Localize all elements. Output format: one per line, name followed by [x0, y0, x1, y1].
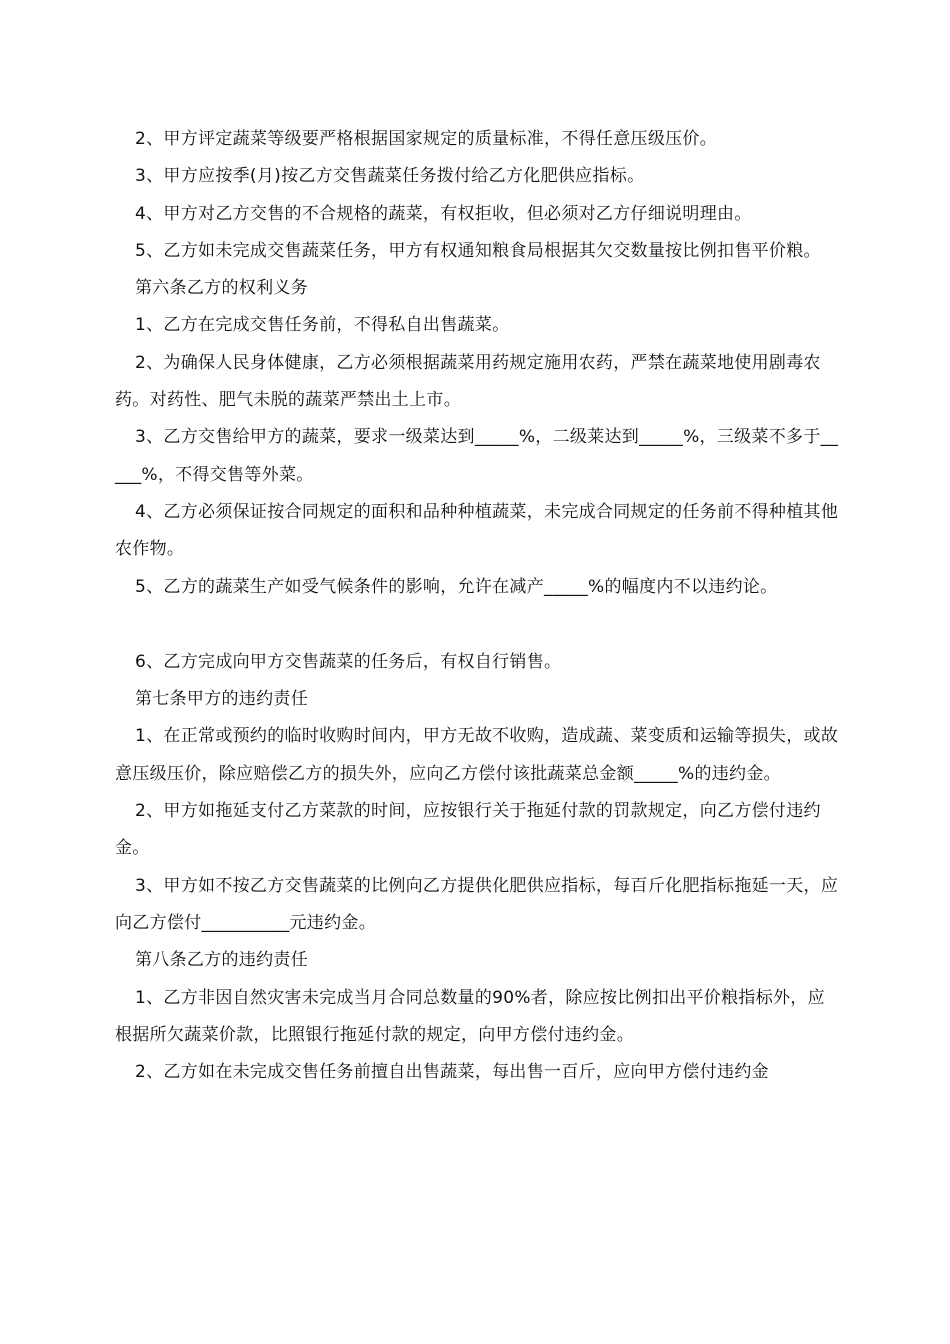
- clause-5-item-3: 3、甲方应按季(月)按乙方交售蔬菜任务拨付给乙方化肥供应指标。: [135, 166, 645, 187]
- clause-6-item-6: 6、乙方完成向甲方交售蔬菜的任务后，有权自行销售。: [135, 651, 562, 672]
- clause-6-item-5: 5、乙方的蔬菜生产如受气候条件的影响，允许在减产_____%的幅度内不以违约论。: [135, 576, 778, 597]
- clause-6-item-1: 1、乙方在完成交售任务前，不得私自出售蔬菜。: [135, 315, 510, 336]
- clause-6-heading: 第六条乙方的权利义务: [135, 278, 308, 299]
- clause-7-heading: 第七条甲方的违约责任: [135, 689, 308, 710]
- clause-7-item-2: 2、甲方如拖延支付乙方菜款的时间，应按银行关于拖延付款的罚款规定，向乙方偿付违约金。: [115, 801, 821, 859]
- clause-5-item-4: 4、甲方对乙方交售的不合规格的蔬菜，有权拒收，但必须对乙方仔细说明理由。: [135, 203, 752, 224]
- document-body: [115, 121, 840, 1091]
- clause-6-item-4: 4、乙方必须保证按合同规定的面积和品种种植蔬菜，未完成合同规定的任务前不得种植其他农作物。: [115, 501, 839, 560]
- clause-8-item-2: 2、乙方如在未完成交售任务前擅自出售蔬菜，每出售一百斤，应向甲方偿付违约金: [135, 1062, 769, 1083]
- clause-5-item-2: 2、甲方评定蔬菜等级要严格根据国家规定的质量标准，不得任意压级压价。: [135, 129, 718, 149]
- clause-5-item-5: 5、乙方如未完成交售蔬菜任务，甲方有权通知粮食局根据其欠交数量按比例扣售平价粮。: [135, 240, 821, 261]
- clause-6-item-2: 2、为确保人民身体健康，乙方必须根据蔬菜用药规定施用农药，严禁在蔬菜地使用剧毒农药。对药性、肥气未脱的蔬菜严禁出土上市。: [115, 352, 821, 411]
- clause-8-heading: 第八条乙方的违约责任: [135, 950, 308, 971]
- clause-6-item-3: 3、乙方交售给甲方的蔬菜，要求一级菜达到_____%，二级莱达到_____%，三级菜不多于_____%，不得交售等外菜。: [115, 427, 839, 485]
- clause-7-item-1: 1、在正常或预约的临时收购时间内，甲方无故不收购，造成蔬、菜变质和运输等损失，或故意压级压价，除应赔偿乙方的损失外，应向乙方偿付该批蔬菜总金额_____%的违约金。: [115, 726, 839, 784]
- clause-8-item-1: 1、乙方非因自然灾害未完成当月合同总数量的90%者，除应按比例扣出平价粮指标外，应根据所欠蔬菜价款，比照银行拖延付款的规定，向甲方偿付违约金。: [115, 987, 825, 1045]
- clause-7-item-3: 3、甲方如不按乙方交售蔬菜的比例向乙方提供化肥供应指标，每百斤化肥指标拖延一天，应向乙方偿付__________元违约金。: [115, 875, 839, 933]
